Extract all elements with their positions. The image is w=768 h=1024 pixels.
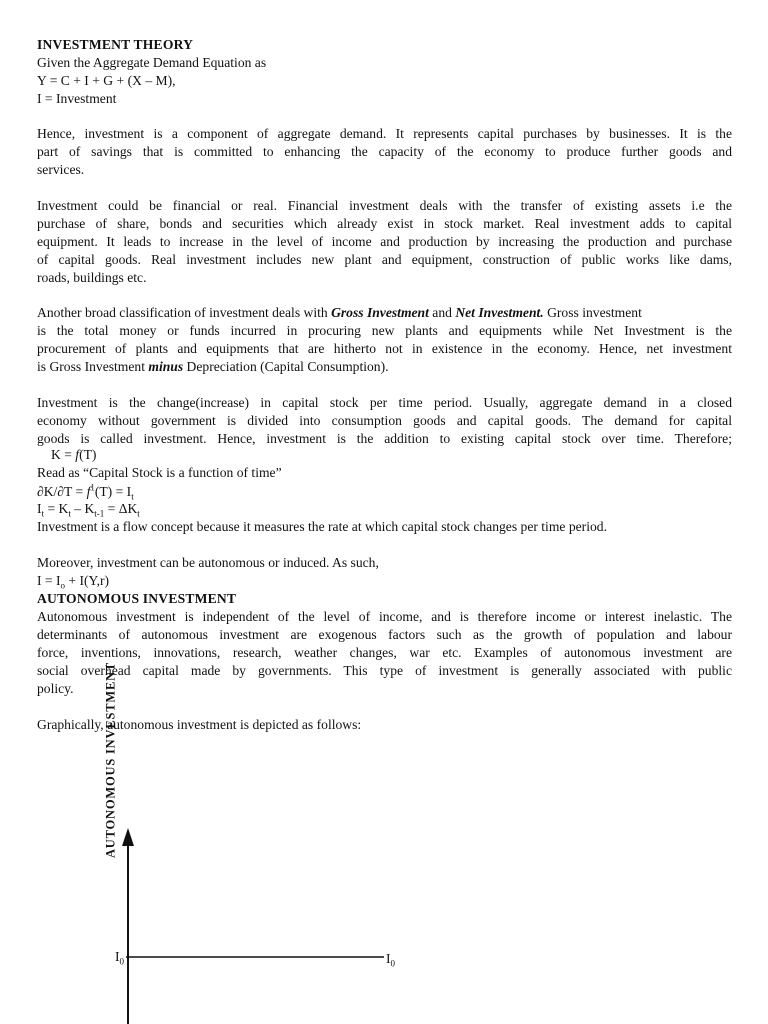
label-part: I	[115, 949, 120, 964]
label-part: 0	[119, 956, 125, 967]
equation-part: I	[37, 501, 42, 516]
equation-part: I = I	[37, 573, 61, 588]
equation-part: + I(Y,r)	[65, 573, 110, 588]
paragraph-5-line-5: policy.	[37, 681, 74, 696]
equation-part: (T)	[79, 447, 97, 462]
paragraph-1-line-1: Hence, investment is a component of aggregate demand. It represents capital purchases by businesses. It is the	[37, 126, 732, 141]
minus-term: minus	[148, 359, 184, 374]
label-part: I	[386, 951, 391, 966]
intro-line-3: I = Investment	[37, 91, 117, 106]
paragraph-2-line-2: purchase of share, bonds and securities which already exist in stock market. Real investment adds to capital	[37, 216, 732, 231]
equation-part: = K	[44, 501, 69, 516]
paragraph-3-line-2: is the total money or funds incurred in procuring new plants and equipments while Net Investment is the	[37, 323, 732, 338]
equation-part: t	[131, 491, 134, 502]
equation-part: t	[68, 508, 71, 519]
equation-part: t	[137, 508, 140, 519]
equation-part: (T) = I	[94, 484, 132, 499]
net-investment-term: Net Investment.	[455, 305, 544, 320]
equation-part: t	[41, 508, 45, 519]
paragraph-2-line-3: equipment. It leads to increase in the level of income and production by increasing the production and purchase	[37, 234, 732, 249]
intro-line-1: Given the Aggregate Demand Equation as	[37, 55, 267, 70]
label-part: 0	[390, 958, 396, 969]
flow-concept-line: Investment is a flow concept because it measures the rate at which capital stock changes per time period.	[37, 519, 607, 534]
paragraph-3-text: and	[428, 305, 456, 320]
paragraph-5-line-3: force, inventions, innovations, research, weather changes, war etc. Examples of autonomous investment are	[37, 645, 732, 660]
equation-part: K =	[51, 447, 76, 462]
paragraph-4-line-1: Investment is the change(increase) in capital stock per time period. Usually, aggregate demand in a closed	[37, 395, 732, 410]
equation-part: t-1	[94, 508, 105, 519]
graphically-line: Graphically, autonomous investment is depicted as follows:	[37, 717, 362, 732]
paragraph-3-text: Gross investment	[543, 305, 642, 320]
y-axis-label: AUTONOMOUS INVESTMENT	[103, 661, 118, 859]
document-title: INVESTMENT THEORY	[37, 37, 194, 52]
left-i0-label	[115, 949, 124, 965]
paragraph-3-text: Another broad classification of investment deals with	[37, 305, 332, 320]
paragraph-5-line-1: Autonomous investment is independent of the level of income, and is therefore income or interest inelastic. The	[37, 609, 732, 624]
equation-aggregate-demand: Y = C + I + G + (X – M),	[37, 73, 176, 88]
paragraph-4-line-3: goods is called investment. Hence, investment is the addition to existing capital stock over time. Therefore;	[37, 431, 732, 446]
paragraph-2-line-1: Investment could be financial or real. Financial investment deals with the transfer of existing assets i.e the	[37, 198, 732, 213]
paragraph-5-line-2: determinants of autonomous investment are exogenous factors such as the growth of population and labour	[37, 627, 732, 642]
moreover-line: Moreover, investment can be autonomous or induced. As such,	[37, 555, 379, 570]
paragraph-3-text: Depreciation (Capital Consumption).	[183, 359, 389, 374]
equation-part: o	[60, 580, 66, 591]
read-as-line: Read as “Capital Stock is a function of time”	[37, 465, 282, 480]
equation-part: – K	[70, 501, 95, 516]
equation-part: f	[75, 447, 80, 462]
paragraph-3-text: is Gross Investment	[37, 359, 149, 374]
equation-part: f	[86, 484, 91, 499]
paragraph-3-line-3: procurement of plants and equipments that are hitherto not in existence in the economy. Hence, net investment	[37, 341, 732, 356]
paragraph-2-line-5: roads, buildings etc.	[37, 270, 147, 285]
right-i0-label	[386, 951, 395, 967]
section-heading-autonomous: AUTONOMOUS INVESTMENT	[37, 591, 237, 606]
paragraph-5-line-4: social overhead capital made by governments. This type of investment is generally associated with public	[37, 663, 732, 678]
paragraph-4-line-2: economy without government is divided into consumption goods and capital goods. The demand for capital	[37, 413, 732, 428]
equation-part: ∂K/∂T =	[37, 484, 87, 499]
paragraph-1-line-2: part of savings that is committed to enhancing the capacity of the economy to produce further goods and	[37, 144, 732, 159]
equation-part: 1	[90, 482, 95, 493]
equation-part: = ΔK	[104, 501, 138, 516]
paragraph-1-line-3: services.	[37, 162, 85, 177]
y-axis-arrowhead	[122, 828, 134, 846]
paragraph-2-line-4: of capital goods. Real investment includes new plant and equipment, construction of public works like dams,	[37, 252, 732, 267]
gross-investment-term: Gross Investment	[331, 305, 429, 320]
